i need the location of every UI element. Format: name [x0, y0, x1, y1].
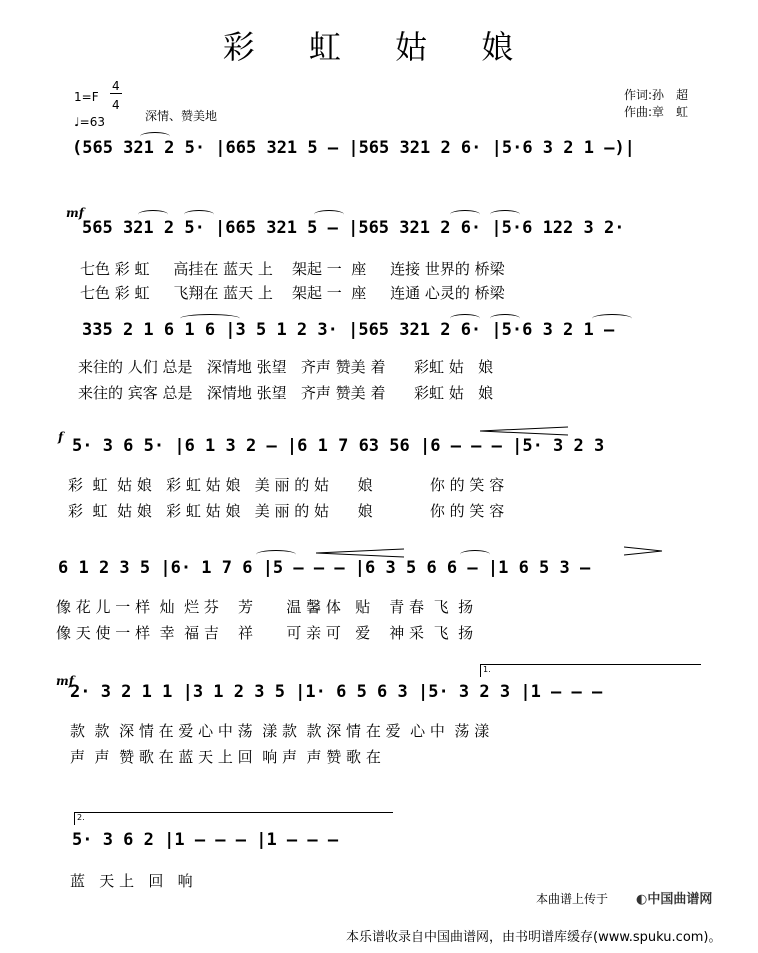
volta-bracket-2: 2.	[74, 812, 393, 825]
lyrics-verse-1: 七色 彩 虹 高挂在 蓝天 上 架起 一 座 连接 世界的 桥梁	[80, 260, 505, 278]
time-signature-top: 4	[112, 79, 120, 93]
source-note: 本乐谱收录自中国曲谱网，由书明谱库缓存(www.spuku.com)。	[346, 930, 722, 945]
lyrics-verse-2: 七色 彩 虹 飞翔在 蓝天 上 架起 一 座 连通 心灵的 桥梁	[80, 284, 505, 302]
notation-line: 6 1 2 3 5 |6· 1 7 6 |5 – – – |6 3 5 6 6 – |1 6 5 3 –	[58, 558, 591, 578]
dynamic-mark: f	[58, 430, 64, 444]
notation-line: 5· 3 6 5· |6 1 3 2 – |6 1 7 63 56 |6 – – – |5· 3 2 3	[72, 436, 605, 456]
slur	[450, 210, 480, 219]
decrescendo-hairpin	[480, 426, 570, 436]
notation-line: 335 2 1 6 1 6 |3 5 1 2 3· |565 321 2 6· |5·6 3 2 1 –	[82, 320, 615, 340]
volta-bracket-1: 1.	[480, 664, 701, 677]
lyrics-verse-1: 来往的 人们 总是 深情地 张望 齐声 赞美 着 彩虹 姑 娘	[78, 358, 494, 376]
slur	[490, 314, 520, 323]
composer: 作曲:章 虹	[624, 105, 689, 119]
notation-line: 565 321 2 5· |665 321 5 – |565 321 2 6· |5·6 122 3 2·	[82, 218, 625, 238]
key-signature: 1=F	[74, 90, 99, 104]
notation-line: 5· 3 6 2 |1 – – – |1 – – –	[72, 830, 339, 850]
time-signature-bottom: 4	[112, 98, 120, 112]
lyricist: 作词:孙 超	[624, 88, 689, 102]
lyrics-verse-2: 彩 虹 姑 娘 彩 虹 姑 娘 美 丽 的 姑 娘 你 的 笑 容	[68, 502, 505, 520]
lyrics-verse-2: 像 天 使 一 样 幸 福 吉 祥 可 亲 可 爱 神 采 飞 扬	[56, 624, 474, 642]
song-title: 彩 虹 姑 娘	[222, 28, 536, 66]
site-logo[interactable]	[636, 888, 712, 907]
slur	[592, 314, 632, 323]
slur	[184, 210, 214, 219]
slur	[256, 550, 296, 559]
tempo-mark: ♩=63	[74, 115, 105, 129]
lyrics-verse-1: 蓝 天 上 回 响	[70, 872, 193, 890]
slur	[450, 314, 480, 323]
decrescendo-hairpin	[624, 546, 664, 556]
dynamic-mark: mf	[56, 674, 74, 688]
slur	[460, 550, 490, 559]
decrescendo-hairpin	[316, 548, 406, 558]
slur	[180, 314, 240, 323]
logo-text: 中国曲谱网	[647, 892, 713, 907]
notation-line: 2· 3 2 1 1 |3 1 2 3 5 |1· 6 5 6 3 |5· 3 2 3 |1 – – –	[70, 682, 603, 702]
logo-mark-icon: ◐	[636, 892, 648, 907]
slur	[140, 132, 170, 141]
slur	[490, 210, 520, 219]
slur	[314, 210, 344, 219]
upload-note: 本曲谱上传于	[536, 892, 609, 906]
slur	[138, 210, 168, 219]
lyrics-verse-2: 声 声 赞 歌 在 蓝 天 上 回 响 声 声 赞 歌 在	[70, 748, 381, 766]
dynamic-mark: mf	[66, 206, 84, 220]
notation-line: (565 321 2 5· |665 321 5 – |565 321 2 6· |5·6 3 2 1 –)|	[72, 138, 635, 158]
time-signature-line	[110, 93, 122, 94]
lyrics-verse-1: 彩 虹 姑 娘 彩 虹 姑 娘 美 丽 的 姑 娘 你 的 笑 容	[68, 476, 505, 494]
lyrics-verse-2: 来往的 宾客 总是 深情地 张望 齐声 赞美 着 彩虹 姑 娘	[78, 384, 494, 402]
expression-mark: 深情、赞美地	[145, 109, 218, 123]
lyrics-verse-1: 像 花 儿 一 样 灿 烂 芬 芳 温 馨 体 贴 青 春 飞 扬	[56, 598, 474, 616]
lyrics-verse-1: 款 款 深 情 在 爱 心 中 荡 漾 款 款 深 情 在 爱 心 中 荡 漾	[70, 722, 490, 740]
